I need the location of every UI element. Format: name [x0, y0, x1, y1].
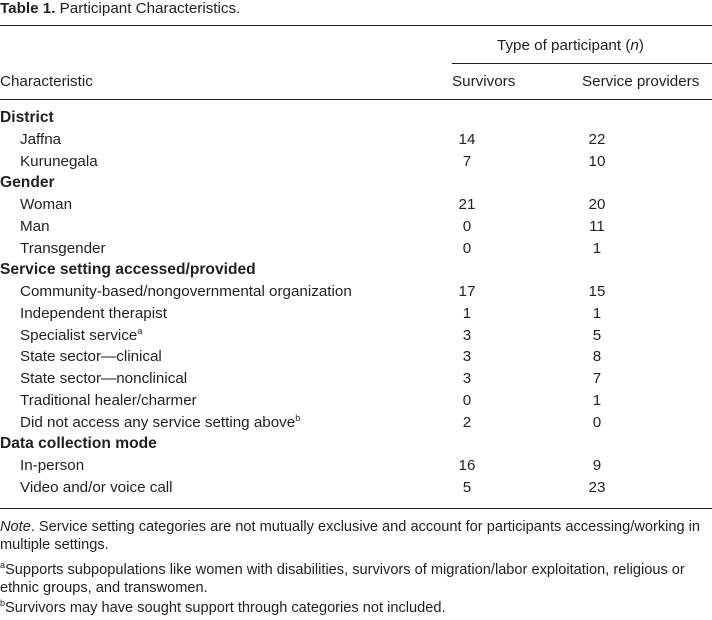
section-heading: Data collection mode — [0, 435, 157, 453]
bottom-rule — [0, 508, 712, 509]
providers-count: 0 — [592, 413, 602, 431]
survivors-count: 7 — [462, 152, 472, 170]
column-group-header: Type of participant (n) — [497, 37, 644, 54]
table-title: Participant Characteristics. — [59, 0, 241, 17]
providers-count: 9 — [592, 457, 602, 474]
row-label: Specialist service$^a$ — [20, 325, 143, 344]
survivors-count: 3 — [462, 326, 472, 344]
section-heading: District — [0, 109, 54, 126]
providers-count: 23 — [588, 478, 606, 496]
providers-count: 15 — [588, 283, 606, 300]
providers-count: 1 — [592, 391, 602, 409]
row-label: Jaffna — [20, 130, 62, 148]
survivors-count: 17 — [458, 283, 476, 300]
footnote-marker: b — [295, 412, 301, 423]
row-label: Community-based/nongovernmental organization — [20, 283, 352, 300]
survivors-count: 0 — [462, 391, 472, 409]
providers-count: 8 — [592, 348, 602, 366]
providers-count: 5 — [592, 326, 602, 344]
column-group-rule — [452, 63, 712, 64]
table-note: Note. Service setting categories are not mutually exclusive and account for participants accessing/working in multiple settings. — [0, 519, 701, 553]
survivors-count: 14 — [458, 130, 476, 148]
column-header-providers: Service providers — [582, 73, 700, 90]
providers-count: 11 — [589, 217, 605, 235]
footnote-marker: a — [137, 325, 143, 336]
row-label: State sector—clinical — [20, 348, 162, 366]
footnote-a: $^a$Supports subpopulations like women with disabilities, survivors of migration/labor exploitation, religious or ethnic groups, and transwomen. — [0, 560, 685, 596]
providers-count: 1 — [592, 239, 602, 257]
survivors-count: 3 — [462, 370, 472, 387]
survivors-count: 0 — [462, 239, 472, 257]
row-label: Transgender — [20, 239, 106, 257]
survivors-count: 16 — [458, 457, 476, 474]
row-label: In-person — [20, 457, 85, 474]
providers-count: 10 — [588, 152, 606, 170]
row-label: Man — [20, 217, 50, 235]
survivors-count: 1 — [462, 304, 472, 322]
section-heading: Service setting accessed/provided — [0, 261, 256, 279]
column-header-survivors: Survivors — [452, 73, 516, 90]
row-label: Independent therapist — [20, 304, 167, 322]
column-header-characteristic: Characteristic — [0, 73, 93, 90]
row-label: Did not access any service setting above$^b$ — [20, 412, 301, 431]
row-label: Video and/or voice call — [20, 478, 173, 496]
survivors-count: 21 — [458, 196, 476, 213]
survivors-count: 5 — [462, 478, 472, 496]
providers-count: 20 — [588, 196, 606, 213]
row-label: Traditional healer/charmer — [20, 391, 197, 409]
table-label: Table 1. — [0, 0, 56, 17]
table-caption — [0, 0, 240, 17]
providers-count: 1 — [592, 304, 602, 322]
section-heading: Gender — [0, 174, 55, 192]
top-rule — [0, 25, 712, 26]
providers-count: 7 — [592, 370, 602, 387]
survivors-count: 3 — [462, 348, 472, 366]
row-label: Kurunegala — [20, 152, 98, 170]
survivors-count: 2 — [462, 413, 472, 431]
header-rule — [0, 99, 712, 100]
footnote-b: $^b$Survivors may have sought support through categories not included. — [0, 598, 446, 616]
row-label: State sector—nonclinical — [20, 370, 188, 387]
providers-count: 22 — [588, 130, 606, 148]
survivors-count: 0 — [462, 217, 472, 235]
row-label: Woman — [20, 196, 73, 213]
